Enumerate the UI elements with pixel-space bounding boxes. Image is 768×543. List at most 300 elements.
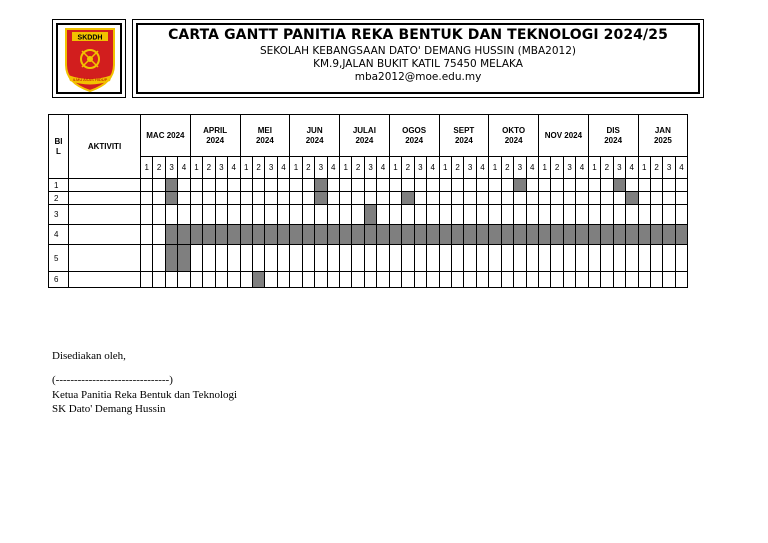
school-name: SEKOLAH KEBANGSAAN DATO' DEMANG HUSSIN (MBA2012) (259, 45, 576, 57)
activity-cell (69, 272, 141, 288)
gantt-cell (563, 205, 575, 225)
gantt-cell (414, 205, 426, 225)
crest-top-text: SKDDH (77, 34, 103, 42)
month-name: OGOS (402, 125, 427, 135)
week-number: 3 (215, 157, 227, 179)
gantt-cell (377, 272, 389, 288)
gantt-cell (340, 192, 352, 205)
gantt-cell (526, 272, 538, 288)
prepared-by-label: Disediakan oleh, (52, 350, 126, 362)
gantt-cell-filled (613, 225, 625, 245)
gantt-cell (290, 272, 302, 288)
gantt-cell (402, 179, 414, 192)
week-number: 2 (501, 157, 513, 179)
gantt-cell (414, 245, 426, 272)
gantt-cell (203, 245, 215, 272)
gantt-cell (588, 179, 600, 192)
week-number: 1 (489, 157, 501, 179)
week-number: 1 (240, 157, 252, 179)
gantt-cell (427, 272, 439, 288)
week-number: 1 (190, 157, 202, 179)
gantt-cell (178, 272, 190, 288)
month-header (190, 115, 240, 157)
month-header (141, 115, 191, 157)
signature-line: (-------------------------------) (52, 374, 173, 386)
month-header (638, 115, 688, 157)
gantt-cell (315, 245, 327, 272)
gantt-cell (414, 192, 426, 205)
logo-frame (52, 19, 126, 98)
gantt-cell (364, 179, 376, 192)
row-number: 1 (49, 179, 69, 192)
month-header (290, 115, 340, 157)
gantt-cell (377, 179, 389, 192)
week-number: 2 (203, 157, 215, 179)
gantt-cell (315, 205, 327, 225)
gantt-cell-filled (165, 192, 177, 205)
gantt-cell-filled (364, 225, 376, 245)
week-number: 3 (464, 157, 476, 179)
gantt-cell (439, 272, 451, 288)
gantt-cell (464, 205, 476, 225)
gantt-cell (427, 179, 439, 192)
gantt-cell (315, 272, 327, 288)
gantt-cell (290, 205, 302, 225)
activity-cell (69, 179, 141, 192)
gantt-cell-filled (514, 179, 526, 192)
month-name: JULAI (352, 125, 376, 135)
gantt-cell (228, 205, 240, 225)
gantt-cell (141, 225, 153, 245)
gantt-cell (377, 205, 389, 225)
week-number: 4 (675, 157, 687, 179)
gantt-cell (539, 192, 551, 205)
gantt-cell (526, 179, 538, 192)
gantt-cell-filled (277, 225, 289, 245)
week-number: 3 (414, 157, 426, 179)
gantt-cell (489, 179, 501, 192)
gantt-cell (141, 272, 153, 288)
gantt-cell-filled (675, 225, 687, 245)
gantt-cell (203, 192, 215, 205)
gantt-cell (551, 179, 563, 192)
week-number: 2 (302, 157, 314, 179)
gantt-cell (539, 245, 551, 272)
gantt-cell (215, 192, 227, 205)
gantt-cell (153, 179, 165, 192)
gantt-cell (489, 245, 501, 272)
gantt-cell (476, 272, 488, 288)
gantt-cell (277, 179, 289, 192)
month-header (588, 115, 638, 157)
gantt-cell (613, 272, 625, 288)
gantt-cell (464, 179, 476, 192)
gantt-cell-filled (476, 225, 488, 245)
activity-cell (69, 205, 141, 225)
month-name: OKTO (502, 125, 526, 135)
gantt-cell (141, 245, 153, 272)
gantt-cell (302, 272, 314, 288)
week-number: 1 (389, 157, 401, 179)
gantt-cell (252, 205, 264, 225)
gantt-cell (539, 205, 551, 225)
title-frame (132, 19, 704, 98)
week-number: 4 (178, 157, 190, 179)
gantt-cell-filled (165, 245, 177, 272)
gantt-cell (277, 205, 289, 225)
week-number: 3 (165, 157, 177, 179)
gantt-cell (402, 245, 414, 272)
month-name: SEPT (453, 125, 475, 135)
activity-row (49, 192, 688, 205)
gantt-cell-filled (364, 205, 376, 225)
week-number: 4 (576, 157, 588, 179)
gantt-cell (576, 179, 588, 192)
gantt-cell-filled (252, 225, 264, 245)
gantt-table (48, 114, 688, 288)
gantt-cell (539, 272, 551, 288)
gantt-cell (302, 179, 314, 192)
gantt-cell (141, 179, 153, 192)
gantt-cell-filled (626, 192, 638, 205)
school-email: mba2012@moe.edu.my (354, 71, 482, 83)
month-year: 2024 (305, 135, 324, 145)
gantt-cell (451, 192, 463, 205)
gantt-cell-filled (340, 225, 352, 245)
month-header (389, 115, 439, 157)
gantt-cell-filled (215, 225, 227, 245)
gantt-cell-filled (439, 225, 451, 245)
gantt-cell-filled (402, 192, 414, 205)
gantt-cell (638, 245, 650, 272)
gantt-cell (464, 245, 476, 272)
week-number: 4 (526, 157, 538, 179)
activity-cell (69, 192, 141, 205)
gantt-cell (240, 272, 252, 288)
month-header (439, 115, 489, 157)
gantt-cell (675, 205, 687, 225)
gantt-cell (551, 192, 563, 205)
month-header (539, 115, 589, 157)
gantt-cell (650, 179, 662, 192)
gantt-cell (153, 245, 165, 272)
gantt-cell (277, 192, 289, 205)
gantt-cell (563, 192, 575, 205)
gantt-cell (489, 205, 501, 225)
gantt-cell (190, 179, 202, 192)
gantt-cell-filled (588, 225, 600, 245)
signatory-school: SK Dato' Demang Hussin (52, 403, 166, 415)
gantt-cell (327, 245, 339, 272)
gantt-cell (364, 245, 376, 272)
gantt-cell (650, 245, 662, 272)
gantt-cell-filled (315, 179, 327, 192)
gantt-cell (327, 179, 339, 192)
gantt-cell (340, 245, 352, 272)
gantt-cell (402, 272, 414, 288)
gantt-cell (613, 205, 625, 225)
gantt-cell (439, 205, 451, 225)
row-number: 5 (49, 245, 69, 272)
school-address: KM.9,JALAN BUKIT KATIL 75450 MELAKA (313, 58, 523, 70)
gantt-cell (165, 205, 177, 225)
gantt-cell (588, 205, 600, 225)
gantt-cell (203, 205, 215, 225)
month-name: NOV 2024 (544, 130, 583, 140)
gantt-cell-filled (414, 225, 426, 245)
gantt-cell (675, 192, 687, 205)
gantt-cell-filled (165, 225, 177, 245)
gantt-cell (340, 272, 352, 288)
week-number: 2 (451, 157, 463, 179)
gantt-cell (675, 272, 687, 288)
gantt-cell (252, 192, 264, 205)
gantt-cell-filled (451, 225, 463, 245)
gantt-cell-filled (315, 192, 327, 205)
gantt-cell (427, 205, 439, 225)
month-year: 2024 (504, 135, 523, 145)
gantt-cell-filled (601, 225, 613, 245)
gantt-cell (551, 205, 563, 225)
gantt-cell (638, 205, 650, 225)
gantt-cell (663, 179, 675, 192)
gantt-cell (203, 272, 215, 288)
gantt-cell-filled (377, 225, 389, 245)
month-year: 2024 (206, 135, 225, 145)
gantt-cell (663, 205, 675, 225)
gantt-cell (277, 245, 289, 272)
gantt-cell (153, 272, 165, 288)
gantt-cell (402, 205, 414, 225)
gantt-cell (601, 205, 613, 225)
gantt-cell (141, 205, 153, 225)
gantt-cell (439, 179, 451, 192)
gantt-cell (190, 192, 202, 205)
gantt-cell (389, 205, 401, 225)
gantt-cell (551, 272, 563, 288)
gantt-cell (302, 192, 314, 205)
signatory-position: Ketua Panitia Reka Bentuk dan Teknologi (52, 389, 238, 401)
month-name: DIS (606, 125, 620, 135)
gantt-cell (675, 179, 687, 192)
gantt-cell (265, 192, 277, 205)
activity-row (49, 245, 688, 272)
gantt-cell (576, 272, 588, 288)
gantt-cell (576, 205, 588, 225)
week-number: 2 (402, 157, 414, 179)
gantt-cell (389, 179, 401, 192)
week-number: 2 (352, 157, 364, 179)
gantt-cell (377, 192, 389, 205)
gantt-cell (352, 205, 364, 225)
week-number: 1 (638, 157, 650, 179)
gantt-cell (563, 245, 575, 272)
gantt-cell (153, 205, 165, 225)
gantt-cell-filled (489, 225, 501, 245)
gantt-cell (476, 179, 488, 192)
gantt-cell (265, 245, 277, 272)
gantt-cell (141, 192, 153, 205)
gantt-cell-filled (539, 225, 551, 245)
gantt-cell (451, 245, 463, 272)
gantt-cell (252, 179, 264, 192)
gantt-cell (501, 272, 513, 288)
activity-header: AKTIVITI (69, 115, 141, 179)
gantt-cell (439, 245, 451, 272)
gantt-cell (451, 272, 463, 288)
gantt-cell (514, 205, 526, 225)
gantt-cell (476, 205, 488, 225)
gantt-cell-filled (402, 225, 414, 245)
week-number: 4 (427, 157, 439, 179)
gantt-cell (340, 205, 352, 225)
gantt-cell (215, 245, 227, 272)
gantt-cell (427, 192, 439, 205)
month-header (340, 115, 390, 157)
gantt-cell (327, 192, 339, 205)
gantt-cell (377, 245, 389, 272)
gantt-cell (451, 179, 463, 192)
gantt-cell (240, 192, 252, 205)
gantt-cell-filled (240, 225, 252, 245)
gantt-cell-filled (613, 179, 625, 192)
gantt-cell (302, 245, 314, 272)
gantt-cell (439, 192, 451, 205)
week-number: 1 (539, 157, 551, 179)
gantt-cell (476, 192, 488, 205)
gantt-cell (576, 245, 588, 272)
gantt-cell (215, 179, 227, 192)
row-number: 2 (49, 192, 69, 205)
gantt-cell-filled (290, 225, 302, 245)
gantt-cell (352, 192, 364, 205)
gantt-cell (501, 245, 513, 272)
gantt-cell (650, 272, 662, 288)
week-number: 2 (601, 157, 613, 179)
gantt-cell-filled (265, 225, 277, 245)
gantt-cell (215, 205, 227, 225)
gantt-cell (626, 205, 638, 225)
gantt-cell (290, 192, 302, 205)
week-number: 4 (277, 157, 289, 179)
gantt-cell (240, 179, 252, 192)
gantt-cell (352, 179, 364, 192)
gantt-cell (240, 245, 252, 272)
gantt-cell (551, 245, 563, 272)
gantt-cell (290, 179, 302, 192)
activity-row (49, 205, 688, 225)
gantt-cell (464, 192, 476, 205)
week-number: 4 (377, 157, 389, 179)
week-number: 2 (252, 157, 264, 179)
gantt-cell (228, 192, 240, 205)
bil-header (49, 115, 69, 179)
month-header (240, 115, 290, 157)
week-number: 4 (626, 157, 638, 179)
gantt-cell (190, 205, 202, 225)
gantt-cell (563, 179, 575, 192)
gantt-cell (539, 179, 551, 192)
gantt-cell-filled (178, 225, 190, 245)
gantt-cell (265, 205, 277, 225)
month-year: 2024 (355, 135, 374, 145)
gantt-cell (476, 245, 488, 272)
bil-header-text: BI L (54, 136, 63, 156)
gantt-cell (340, 179, 352, 192)
gantt-cell (601, 179, 613, 192)
gantt-cell-filled (190, 225, 202, 245)
gantt-cell (526, 192, 538, 205)
gantt-cell-filled (663, 225, 675, 245)
month-name: JAN (654, 125, 671, 135)
week-number: 1 (290, 157, 302, 179)
week-number: 1 (588, 157, 600, 179)
gantt-cell (327, 272, 339, 288)
week-number: 1 (340, 157, 352, 179)
gantt-cell-filled (551, 225, 563, 245)
gantt-cell (576, 192, 588, 205)
week-number: 3 (315, 157, 327, 179)
gantt-cell-filled (650, 225, 662, 245)
gantt-cell (228, 179, 240, 192)
gantt-cell (352, 245, 364, 272)
month-year: 2024 (604, 135, 623, 145)
gantt-cell (626, 179, 638, 192)
week-number: 3 (613, 157, 625, 179)
gantt-cell (675, 245, 687, 272)
gantt-cell (153, 225, 165, 245)
gantt-cell (364, 192, 376, 205)
month-year: 2025 (653, 135, 672, 145)
gantt-cell (427, 245, 439, 272)
gantt-cell (638, 192, 650, 205)
week-number: 1 (141, 157, 153, 179)
gantt-cell (451, 205, 463, 225)
gantt-cell (514, 245, 526, 272)
gantt-cell (601, 192, 613, 205)
gantt-cell-filled (638, 225, 650, 245)
row-number: 3 (49, 205, 69, 225)
week-number: 2 (551, 157, 563, 179)
gantt-cell (153, 192, 165, 205)
week-number: 4 (228, 157, 240, 179)
gantt-cell (650, 205, 662, 225)
gantt-cell-filled (464, 225, 476, 245)
gantt-cell-filled (228, 225, 240, 245)
gantt-cell (165, 272, 177, 288)
row-number: 4 (49, 225, 69, 245)
page-title: CARTA GANTT PANITIA REKA BENTUK DAN TEKNOLOGI 2024/25 (168, 27, 668, 43)
gantt-cell (414, 179, 426, 192)
gantt-cell (501, 205, 513, 225)
activity-row (49, 225, 688, 245)
activity-cell (69, 225, 141, 245)
gantt-cell-filled (389, 225, 401, 245)
week-number: 2 (650, 157, 662, 179)
gantt-cell (302, 205, 314, 225)
activity-row (49, 179, 688, 192)
week-number: 3 (514, 157, 526, 179)
month-name: MAC 2024 (146, 130, 185, 140)
month-year: 2024 (454, 135, 473, 145)
gantt-cell-filled (203, 225, 215, 245)
month-header (489, 115, 539, 157)
gantt-cell (514, 192, 526, 205)
gantt-cell (277, 272, 289, 288)
gantt-cell (190, 245, 202, 272)
gantt-cell (489, 192, 501, 205)
gantt-cell (526, 205, 538, 225)
